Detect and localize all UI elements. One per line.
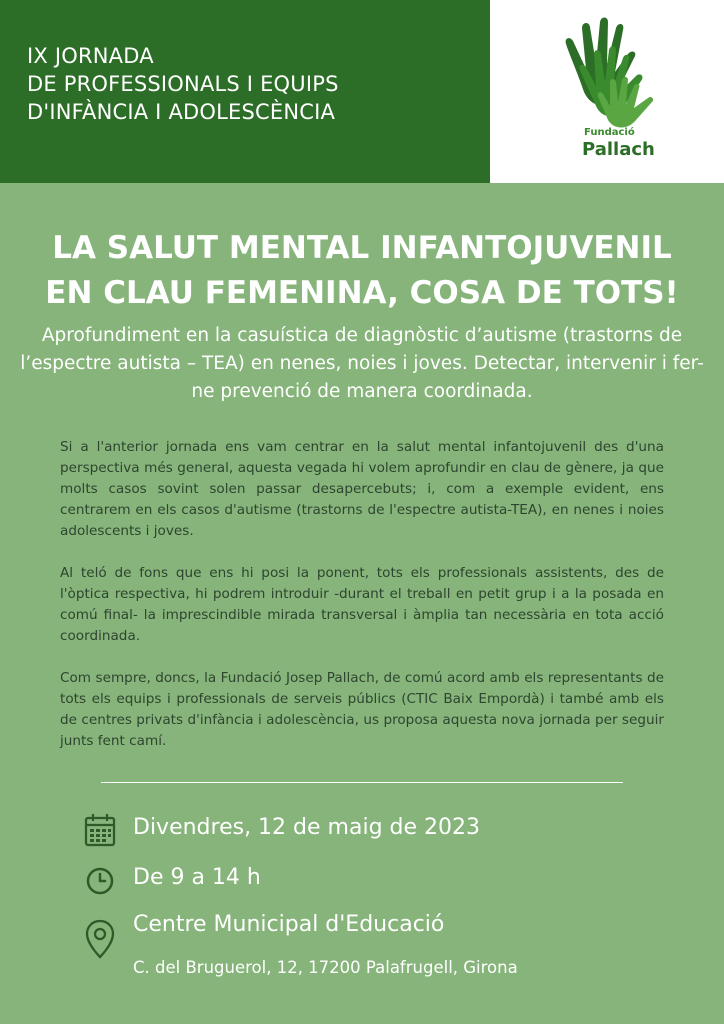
subtitle: Aprofundiment en la casuística de diagnòstic d’autisme (trastorns de l’espectre autista – TEA) en nenes, noies i joves. Detectar, intervenir i fer-ne prevenció de manera coordinada.	[20, 325, 704, 402]
main-title	[0, 226, 724, 316]
event-title	[27, 42, 339, 126]
header	[0, 0, 724, 183]
paragraph-3: Com sempre, doncs, la Fundació Josep Pallach, de comú acord amb els representants de tots els equips i professionals de serveis públics (CTIC Baix Empordà) i també amb els de centres privats d'infància i adolescència, us proposa aquesta nova jornada per seguir junts fent camí.	[60, 670, 664, 749]
divider	[101, 782, 623, 783]
logo-text-fundacio: Fundació	[584, 127, 635, 138]
event-time: De 9 a 14 h	[133, 865, 261, 890]
main-title-line-2: EN CLAU FEMENINA, COSA DE TOTS!	[45, 275, 679, 311]
clock-icon	[84, 864, 116, 898]
event-title-line-2: DE PROFESSIONALS I EQUIPS	[27, 72, 339, 96]
paragraph-1: Si a l'anterior jornada ens vam centrar en la salut mental infantojuvenil des d'una perspectiva més general, aquesta vegada hi volem aprofundir en clau de gènere, ja que molts casos sovint solen passar desapercebuts; i, com a exemple evident, ens centrarem en els casos d'autisme (trastorns de l'espectre autista-TEA), en nenes i noies adolescents i joves.	[60, 439, 664, 539]
paragraph-2: Al teló de fons que ens hi posi la ponent, tots els professionals assistents, des de l'òptica respectiva, hi podrem introduir -durant el treball en petit grup i a la posada en comú final- la imprescindible mirada transversal i àmplia tan necessària en tota acció coordinada.	[60, 565, 664, 644]
event-address: C. del Bruguerol, 12, 17200 Palafrugell, Girona	[133, 958, 518, 977]
main-title-line-1: LA SALUT MENTAL INFANTOJUVENIL	[52, 230, 672, 266]
event-title-line-3: D'INFÀNCIA I ADOLESCÈNCIA	[27, 100, 336, 124]
logo-text-pallach: Pallach	[582, 139, 655, 160]
event-venue: Centre Municipal d'Educació	[133, 912, 445, 937]
calendar-icon	[84, 813, 116, 847]
event-date: Divendres, 12 de maig de 2023	[133, 815, 481, 840]
location-pin-icon	[84, 918, 116, 960]
event-title-line-1: IX JORNADA	[27, 44, 154, 68]
header-banner	[0, 0, 490, 183]
